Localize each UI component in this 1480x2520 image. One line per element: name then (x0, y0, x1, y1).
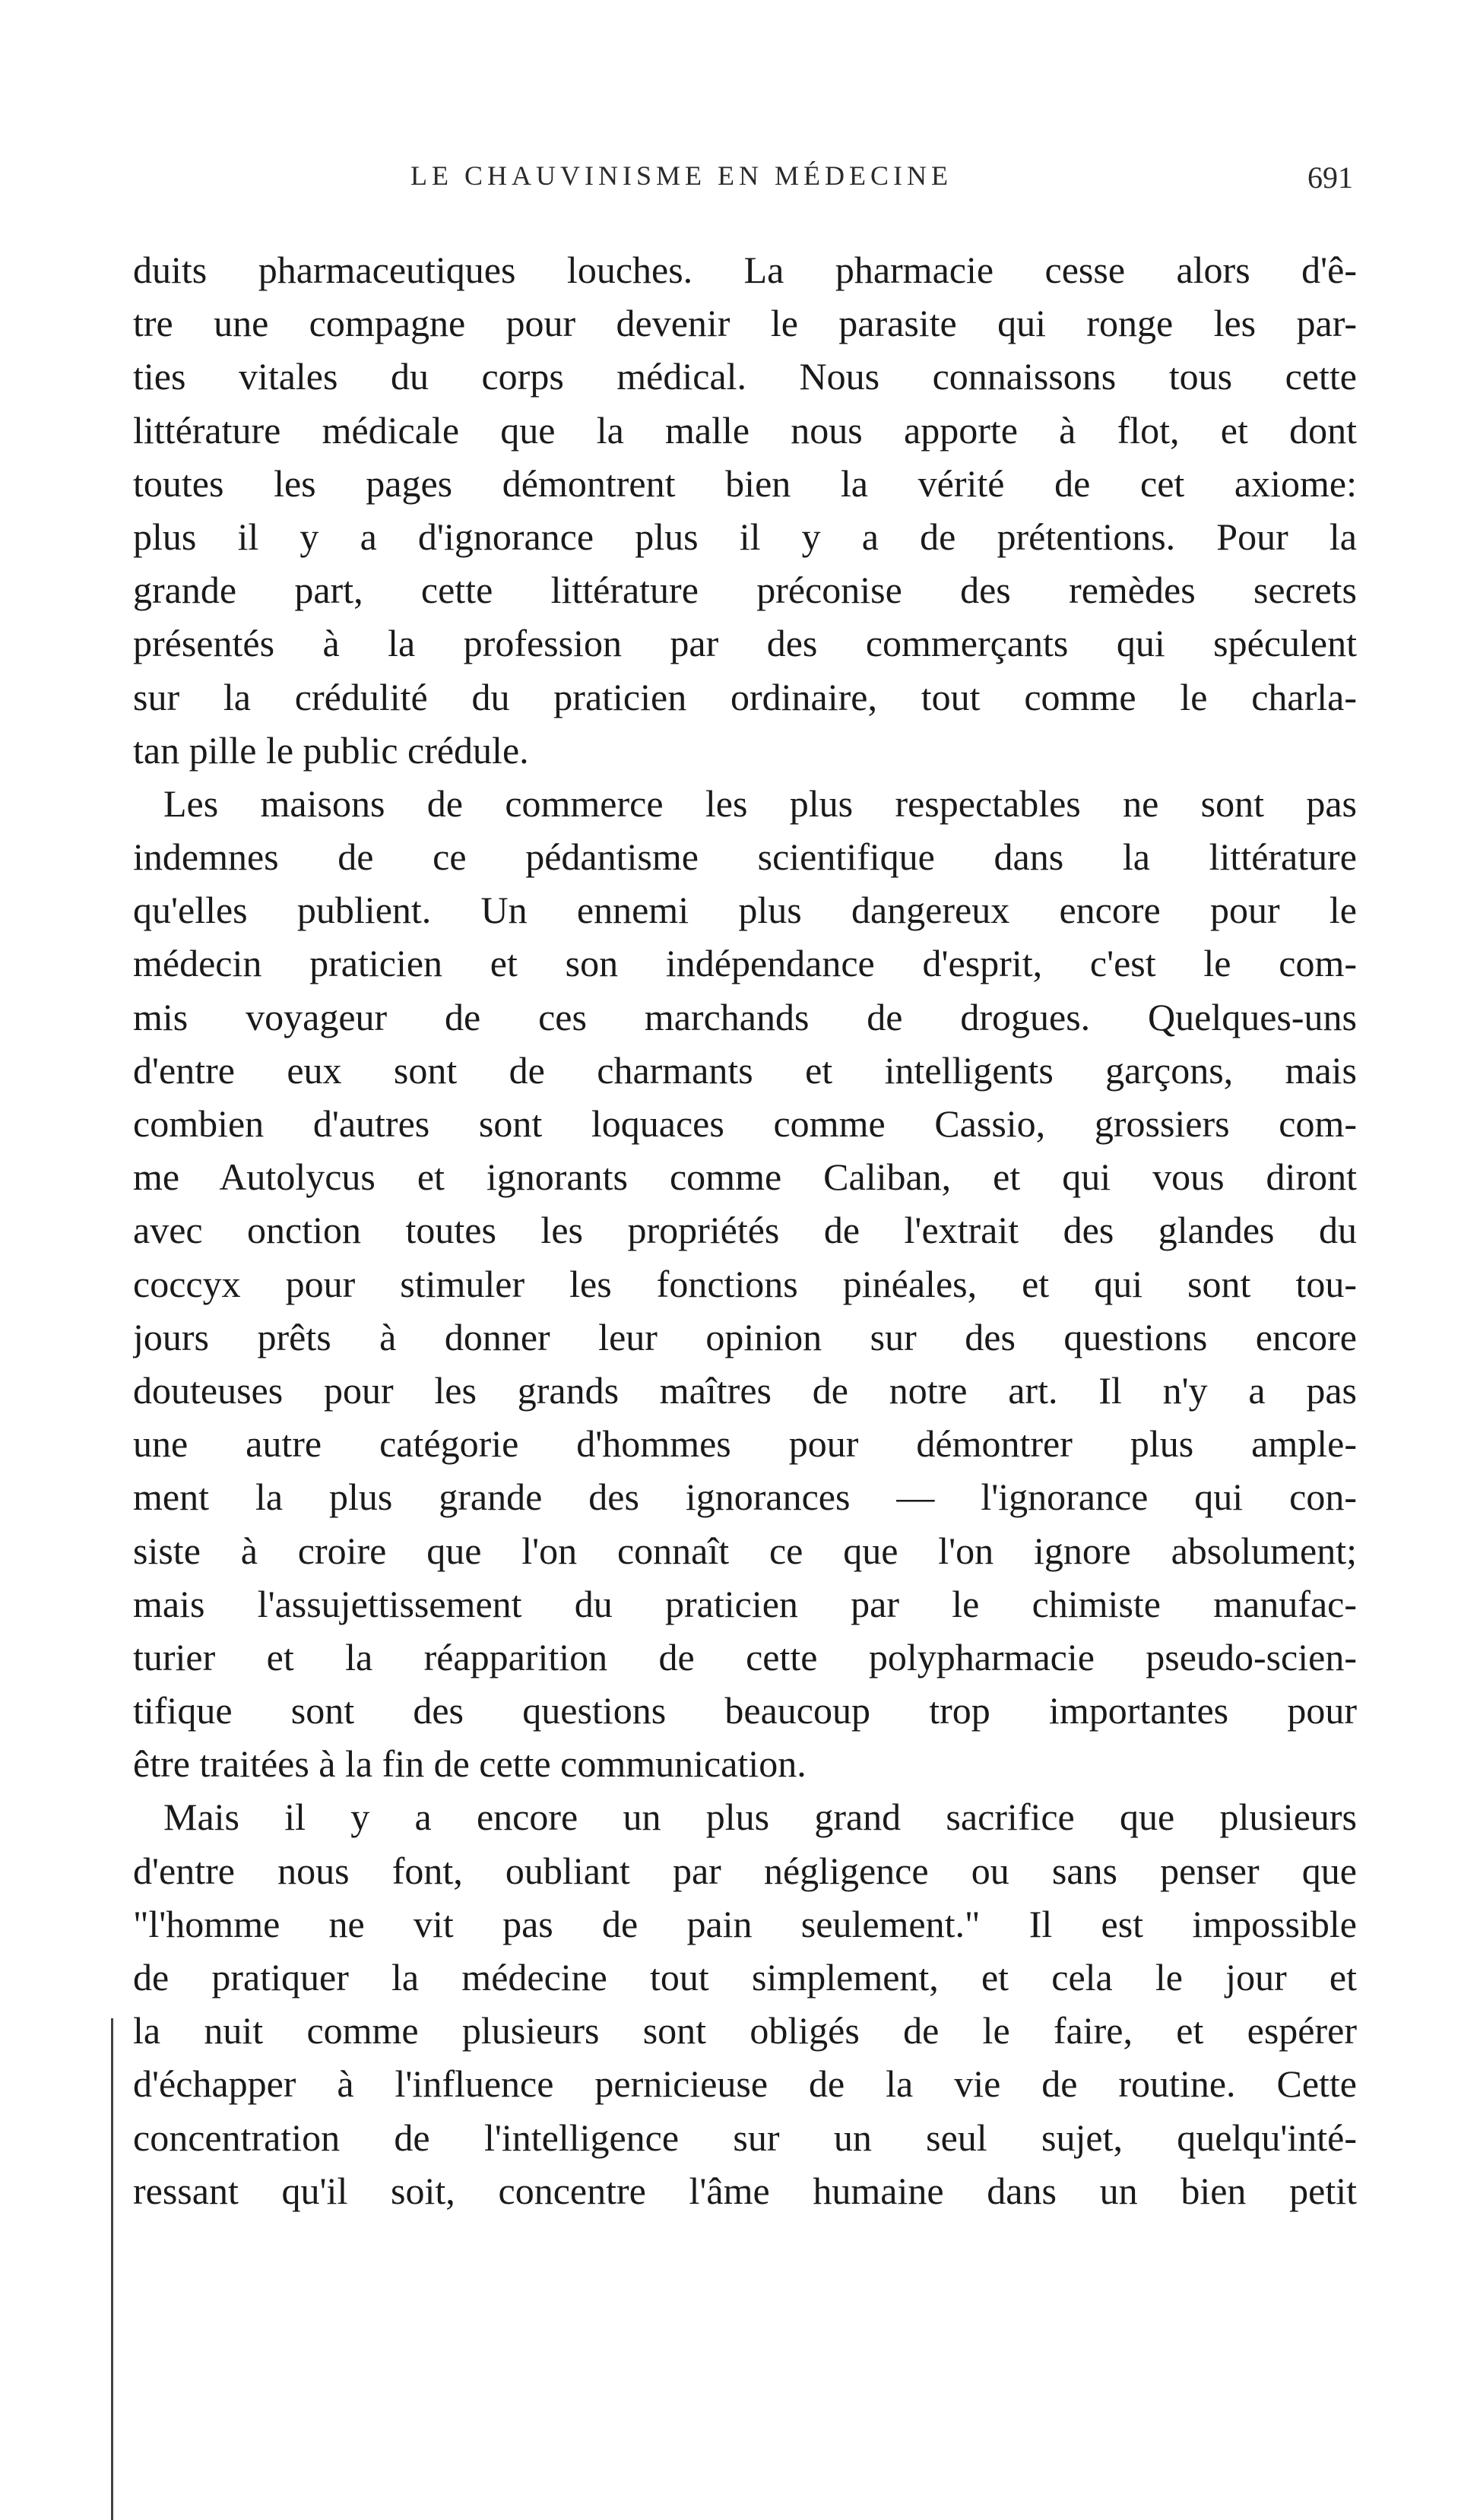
text-line: me Autolycus et ignorants comme Caliban, et qui vous diront (133, 1155, 1357, 1199)
text-line: coccyx pour stimuler les fonctions pinéales, et qui sont tou- (133, 1262, 1357, 1305)
text-line: combien d'autres sont loquaces comme Cassio, grossiers com- (133, 1102, 1357, 1145)
text-line: présentés à la profession par des commerçants qui spéculent (133, 622, 1357, 665)
text-line: indemnes de ce pédantisme scientifique dans la littérature (133, 835, 1357, 879)
text-line: tan pille le public crédule. (133, 728, 529, 772)
text-line: tre une compagne pour devenir le parasite qui ronge les par- (133, 302, 1357, 345)
text-line: siste à croire que l'on connaît ce que l'on ignore absolument; (133, 1529, 1357, 1572)
text-line: de pratiquer la médecine tout simplement, et cela le jour et (133, 1956, 1357, 1999)
running-head (137, 160, 1353, 205)
text-line: turier et la réapparition de cette polypharmacie pseudo-scien- (133, 1635, 1357, 1678)
text-line: avec onction toutes les propriétés de l'extrait des glandes du (133, 1209, 1357, 1252)
text-line: qu'elles publient. Un ennemi plus dangereux encore pour le (133, 889, 1357, 932)
binding-edge-line (111, 2018, 113, 2520)
text-line: plus il y a d'ignorance plus il y a de prétentions. Pour la (133, 515, 1357, 558)
text-line: être traitées à la fin de cette communication. (133, 1742, 807, 1786)
body-text (133, 243, 1357, 2217)
text-line: médecin praticien et son indépendance d'esprit, c'est le com- (133, 942, 1357, 985)
text-line: mais l'assujettissement du praticien par le chimiste manufac- (133, 1582, 1357, 1625)
running-title: LE CHAUVINISME EN MÉDECINE (410, 160, 952, 191)
text-line: jours prêts à donner leur opinion sur des questions encore (133, 1315, 1357, 1358)
text-line: duits pharmaceutiques louches. La pharmacie cesse alors d'ê- (133, 249, 1357, 291)
text-line: une autre catégorie d'hommes pour démontrer plus ample- (133, 1422, 1357, 1466)
text-line: ressant qu'il soit, concentre l'âme humaine dans un bien petit (133, 2169, 1357, 2212)
text-line: toutes les pages démontrent bien la vérité de cet axiome: (133, 461, 1357, 505)
page-number: 691 (1307, 160, 1353, 195)
text-line: d'entre nous font, oubliant par négligence ou sans penser que (133, 1849, 1357, 1892)
text-line: concentration de l'intelligence sur un seul sujet, quelqu'inté- (133, 2116, 1357, 2159)
text-line: littérature médicale que la malle nous apporte à flot, et dont (133, 408, 1357, 452)
text-line: tifique sont des questions beaucoup trop importantes pour (133, 1689, 1357, 1732)
text-line: mis voyageur de ces marchands de drogues. Quelques-uns (133, 995, 1357, 1038)
paragraph-first-line: Les maisons de commerce les plus respectables ne sont pas (163, 781, 1357, 825)
text-line: d'échapper à l'influence pernicieuse de la vie de routine. Cette (133, 2062, 1357, 2106)
text-line: sur la crédulité du praticien ordinaire, tout comme le charla- (133, 675, 1357, 718)
text-line: "l'homme ne vit pas de pain seulement." Il est impossible (133, 1902, 1357, 1945)
text-line: ment la plus grande des ignorances — l'ignorance qui con- (133, 1476, 1357, 1519)
text-line: d'entre eux sont de charmants et intelligents garçons, mais (133, 1048, 1357, 1092)
text-line: ties vitales du corps médical. Nous connaissons tous cette (133, 355, 1357, 398)
paragraph-first-line: Mais il y a encore un plus grand sacrifice que plusieurs (163, 1796, 1357, 1839)
text-line: la nuit comme plusieurs sont obligés de le faire, et espérer (133, 2009, 1357, 2052)
text-line: grande part, cette littérature préconise des remèdes secrets (133, 569, 1357, 612)
text-line: douteuses pour les grands maîtres de notre art. Il n'y a pas (133, 1368, 1357, 1412)
